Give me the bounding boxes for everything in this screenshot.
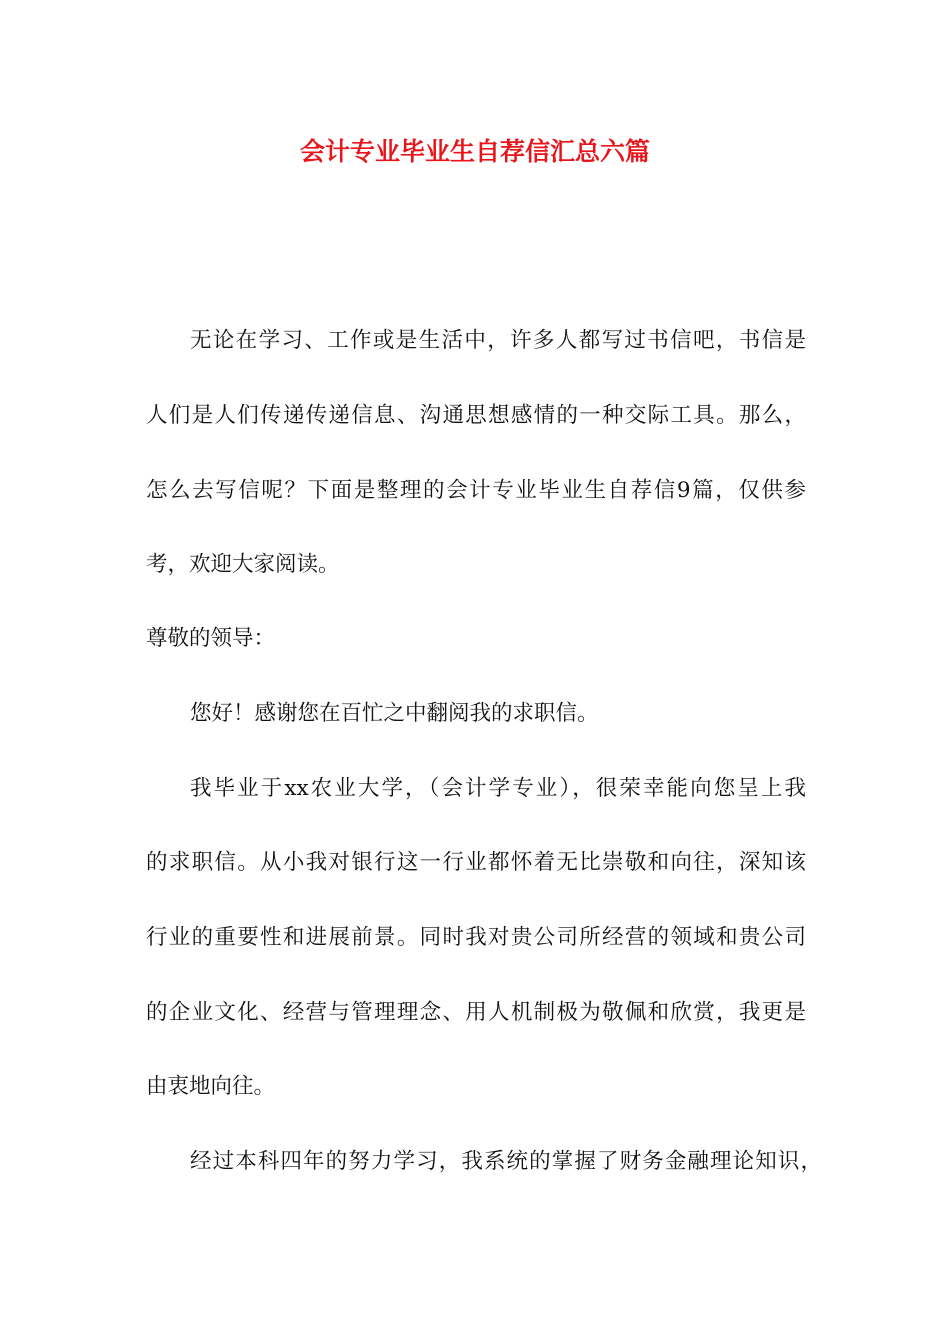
para2-line-1: [190, 1142, 822, 1182]
para1-line-4: [146, 993, 806, 1033]
para1-line-3: [146, 918, 806, 958]
para1-line-4-text: 的企业文化、经营与管理理念、用人机制极为敬佩和欣赏，我更是: [146, 1000, 806, 1025]
para2-line-1-text: 经过本科四年的努力学习，我系统的掌握了财务金融理论知识，: [190, 1149, 822, 1174]
para1-line-1-text: 我毕业于xx农业大学，（会计学专业），很荣幸能向您呈上我: [190, 776, 806, 801]
intro-line-2-text: 人们是人们传递传递信息、沟通思想感情的一种交际工具。那么，: [146, 403, 806, 428]
document-title: 会计专业毕业生自荐信汇总六篇: [299, 137, 650, 166]
para1-line-1: [190, 769, 806, 809]
para1-line-5: 由衷地向往。: [146, 1074, 276, 1099]
para1-line-2-text: 的求职信。从小我对银行这一行业都怀着无比崇敬和向往，深知该: [146, 850, 806, 875]
greeting: 您好！感谢您在百忙之中翻阅我的求职信。: [190, 701, 599, 726]
intro-line-3-text: 怎么去写信呢？下面是整理的会计专业毕业生自荐信9篇，仅供参: [146, 478, 806, 503]
intro-line-4: 考，欢迎大家阅读。: [146, 552, 340, 577]
para1-line-3-text: 行业的重要性和进展前景。同时我对贵公司所经营的领域和贵公司: [146, 925, 806, 950]
intro-line-2: [146, 396, 806, 436]
intro-line-1-text: 无论在学习、工作或是生活中，许多人都写过书信吧，书信是: [190, 328, 806, 353]
salutation: 尊敬的领导：: [146, 626, 276, 651]
intro-line-3: [146, 471, 806, 511]
intro-line-1: [190, 321, 806, 361]
para1-line-2: [146, 843, 806, 883]
